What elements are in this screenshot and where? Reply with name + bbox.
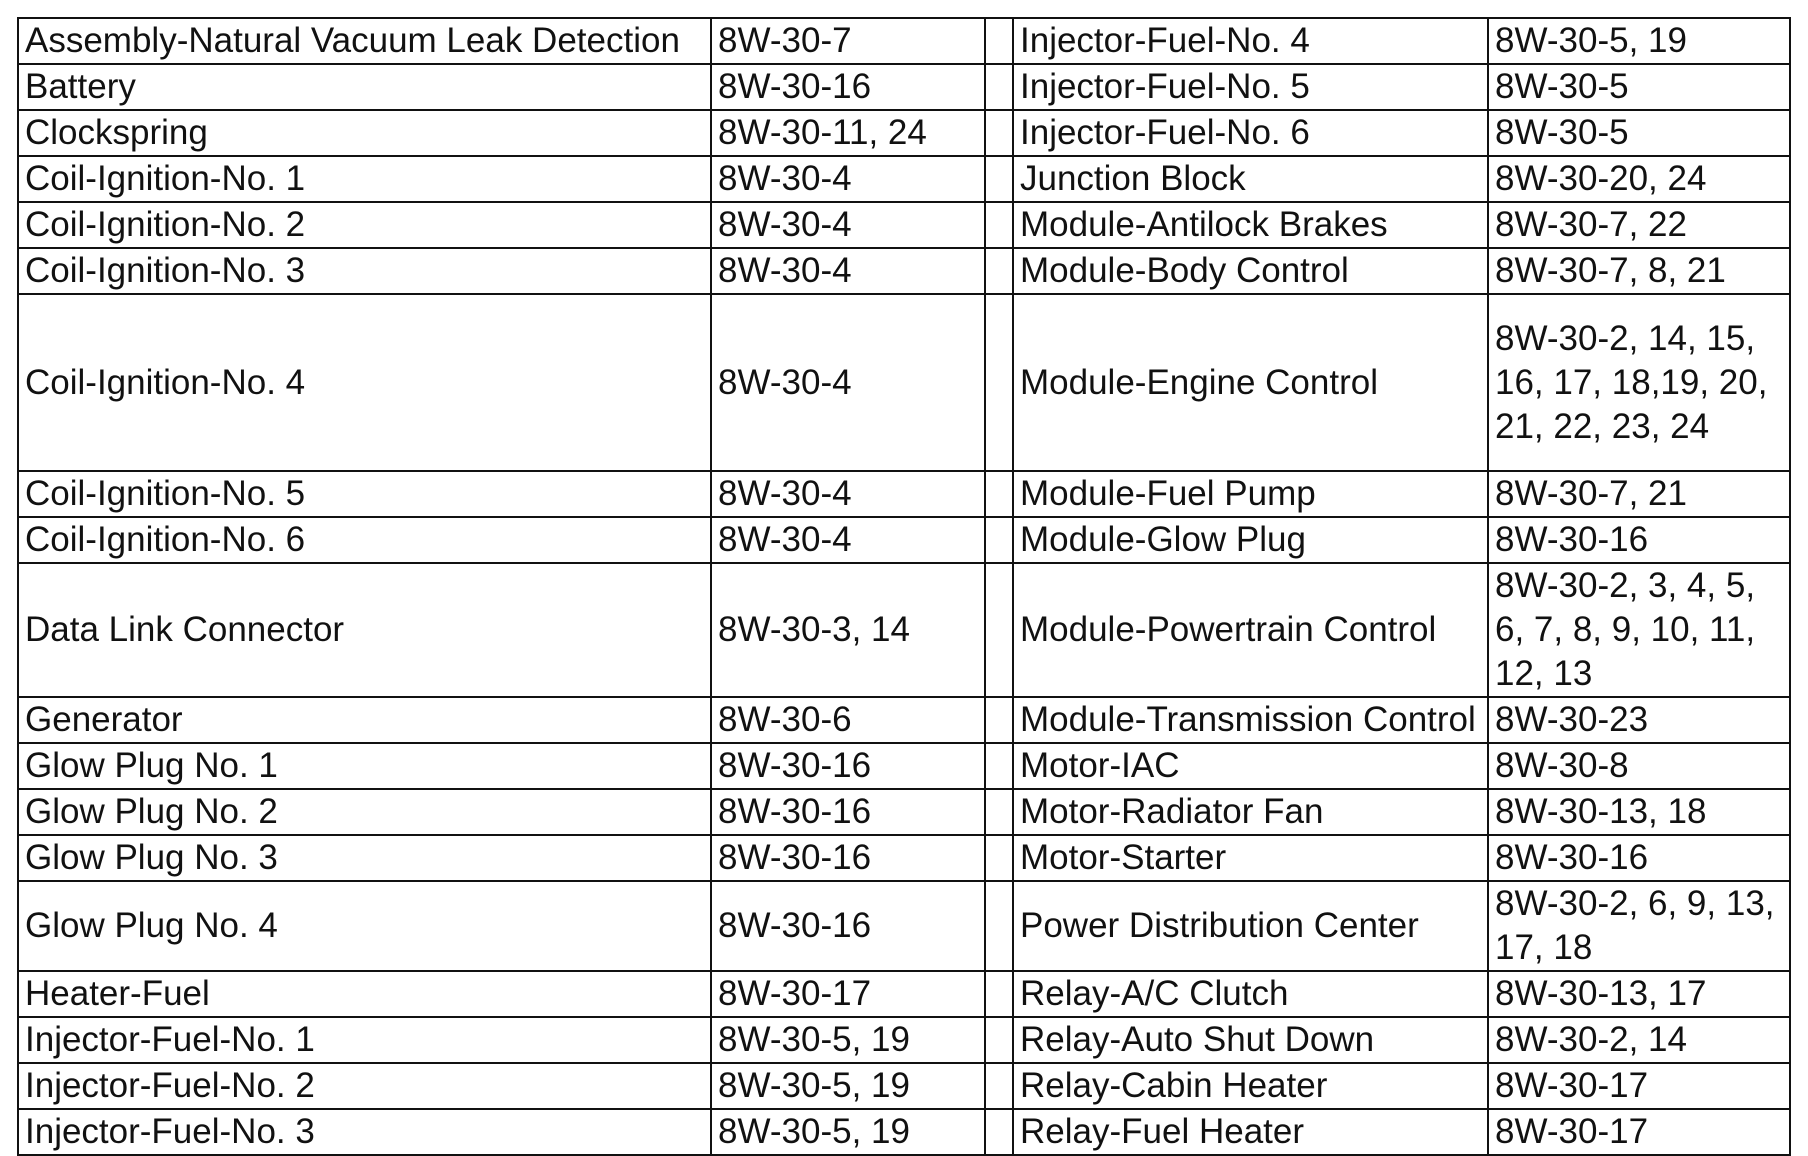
- column-divider: [985, 835, 1013, 881]
- component-name: Relay-Fuel Heater: [1013, 1109, 1488, 1155]
- component-name: Relay-A/C Clutch: [1013, 971, 1488, 1017]
- table-row: [18, 248, 1790, 294]
- page-reference: 8W-30-5, 19: [1488, 18, 1790, 64]
- component-name: Power Distribution Center: [1013, 881, 1488, 971]
- page-reference: 8W-30-16: [711, 835, 985, 881]
- column-divider: [985, 110, 1013, 156]
- table-row: [18, 881, 1790, 971]
- component-name: Coil-Ignition-No. 3: [18, 248, 711, 294]
- component-name: Module-Fuel Pump: [1013, 471, 1488, 517]
- page-reference: 8W-30-3, 14: [711, 563, 985, 697]
- column-divider: [985, 1109, 1013, 1155]
- page-reference: 8W-30-16: [711, 64, 985, 110]
- page-reference: 8W-30-5, 19: [711, 1063, 985, 1109]
- column-divider: [985, 1063, 1013, 1109]
- component-name: Data Link Connector: [18, 563, 711, 697]
- page-reference: 8W-30-17: [1488, 1063, 1790, 1109]
- column-divider: [985, 789, 1013, 835]
- page-reference: 8W-30-5, 19: [711, 1109, 985, 1155]
- component-name: Module-Body Control: [1013, 248, 1488, 294]
- component-name: Module-Transmission Control: [1013, 697, 1488, 743]
- table-row: [18, 1109, 1790, 1155]
- page-reference: 8W-30-4: [711, 471, 985, 517]
- column-divider: [985, 1017, 1013, 1063]
- page-reference: 8W-30-4: [711, 294, 985, 471]
- component-name: Coil-Ignition-No. 4: [18, 294, 711, 471]
- table-row: [18, 471, 1790, 517]
- table-row: [18, 110, 1790, 156]
- page-reference: 8W-30-4: [711, 248, 985, 294]
- component-name: Relay-Auto Shut Down: [1013, 1017, 1488, 1063]
- page-reference: 8W-30-4: [711, 156, 985, 202]
- page-reference: 8W-30-2, 14: [1488, 1017, 1790, 1063]
- page-reference: 8W-30-4: [711, 517, 985, 563]
- column-divider: [985, 697, 1013, 743]
- component-name: Coil-Ignition-No. 5: [18, 471, 711, 517]
- component-name: Injector-Fuel-No. 6: [1013, 110, 1488, 156]
- table-row: [18, 64, 1790, 110]
- component-name: Coil-Ignition-No. 1: [18, 156, 711, 202]
- column-divider: [985, 517, 1013, 563]
- component-name: Coil-Ignition-No. 2: [18, 202, 711, 248]
- column-divider: [985, 294, 1013, 471]
- component-index-table: [17, 17, 1791, 1156]
- page-reference: 8W-30-6: [711, 697, 985, 743]
- component-name: Module-Powertrain Control: [1013, 563, 1488, 697]
- component-name: Motor-IAC: [1013, 743, 1488, 789]
- table-row: [18, 517, 1790, 563]
- component-name: Module-Engine Control: [1013, 294, 1488, 471]
- column-divider: [985, 743, 1013, 789]
- page-reference: 8W-30-16: [1488, 835, 1790, 881]
- column-divider: [985, 971, 1013, 1017]
- component-name: Motor-Starter: [1013, 835, 1488, 881]
- table-row: [18, 18, 1790, 64]
- table-row: [18, 971, 1790, 1017]
- component-name: Generator: [18, 697, 711, 743]
- column-divider: [985, 64, 1013, 110]
- page-reference: 8W-30-13, 18: [1488, 789, 1790, 835]
- page-reference: 8W-30-17: [1488, 1109, 1790, 1155]
- table-row: [18, 697, 1790, 743]
- component-name: Module-Glow Plug: [1013, 517, 1488, 563]
- table-row: [18, 294, 1790, 471]
- page-reference: 8W-30-8: [1488, 743, 1790, 789]
- component-name: Injector-Fuel-No. 5: [1013, 64, 1488, 110]
- page-reference: 8W-30-5: [1488, 64, 1790, 110]
- component-name: Injector-Fuel-No. 3: [18, 1109, 711, 1155]
- component-name: Injector-Fuel-No. 4: [1013, 18, 1488, 64]
- component-name: Injector-Fuel-No. 1: [18, 1017, 711, 1063]
- table-row: [18, 835, 1790, 881]
- column-divider: [985, 18, 1013, 64]
- page-reference: 8W-30-20, 24: [1488, 156, 1790, 202]
- component-name: Assembly-Natural Vacuum Leak Detection: [18, 18, 711, 64]
- column-divider: [985, 471, 1013, 517]
- page-reference: 8W-30-2, 6, 9, 13, 17, 18: [1488, 881, 1790, 971]
- table-row: [18, 202, 1790, 248]
- component-name: Relay-Cabin Heater: [1013, 1063, 1488, 1109]
- table-row: [18, 743, 1790, 789]
- page-reference: 8W-30-16: [711, 789, 985, 835]
- component-name: Motor-Radiator Fan: [1013, 789, 1488, 835]
- page-reference: 8W-30-16: [711, 881, 985, 971]
- table-row: [18, 1063, 1790, 1109]
- table-row: [18, 156, 1790, 202]
- component-name: Junction Block: [1013, 156, 1488, 202]
- page-reference: 8W-30-7, 22: [1488, 202, 1790, 248]
- table-row: [18, 789, 1790, 835]
- page-reference: 8W-30-23: [1488, 697, 1790, 743]
- component-name: Injector-Fuel-No. 2: [18, 1063, 711, 1109]
- component-name: Glow Plug No. 1: [18, 743, 711, 789]
- component-name: Heater-Fuel: [18, 971, 711, 1017]
- page-reference: 8W-30-4: [711, 202, 985, 248]
- table-row: [18, 1017, 1790, 1063]
- page-reference: 8W-30-11, 24: [711, 110, 985, 156]
- page-reference: 8W-30-17: [711, 971, 985, 1017]
- page-reference: 8W-30-16: [1488, 517, 1790, 563]
- column-divider: [985, 881, 1013, 971]
- component-name: Clockspring: [18, 110, 711, 156]
- page-reference: 8W-30-7, 8, 21: [1488, 248, 1790, 294]
- page-reference: 8W-30-13, 17: [1488, 971, 1790, 1017]
- table-row: [18, 563, 1790, 697]
- page-reference: 8W-30-5, 19: [711, 1017, 985, 1063]
- page-reference: 8W-30-16: [711, 743, 985, 789]
- page-reference: 8W-30-7, 21: [1488, 471, 1790, 517]
- component-name: Module-Antilock Brakes: [1013, 202, 1488, 248]
- component-name: Glow Plug No. 2: [18, 789, 711, 835]
- column-divider: [985, 202, 1013, 248]
- page-reference: 8W-30-2, 3, 4, 5, 6, 7, 8, 9, 10, 11, 12, 13: [1488, 563, 1790, 697]
- component-name: Battery: [18, 64, 711, 110]
- column-divider: [985, 563, 1013, 697]
- component-name: Coil-Ignition-No. 6: [18, 517, 711, 563]
- page-reference: 8W-30-7: [711, 18, 985, 64]
- page-reference: 8W-30-5: [1488, 110, 1790, 156]
- component-name: Glow Plug No. 3: [18, 835, 711, 881]
- page-reference: 8W-30-2, 14, 15, 16, 17, 18,19, 20, 21, 22, 23, 24: [1488, 294, 1790, 471]
- column-divider: [985, 156, 1013, 202]
- column-divider: [985, 248, 1013, 294]
- component-name: Glow Plug No. 4: [18, 881, 711, 971]
